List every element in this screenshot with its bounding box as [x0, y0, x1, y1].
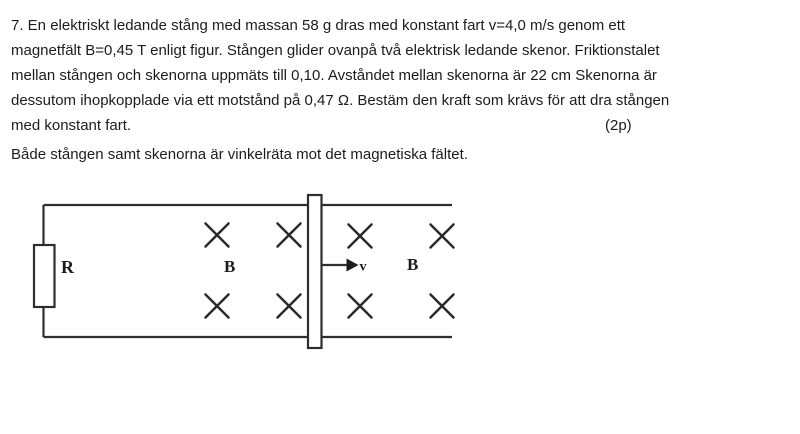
points-label: (2p) — [605, 117, 632, 134]
circuit-figure — [25, 186, 465, 360]
problem-line-1: 7. En elektriskt ledande stång med massan 58 g dras med konstant fart v=4,0 m/s genom ett — [11, 17, 626, 34]
field-into-page-icon — [431, 225, 454, 248]
field-into-page-icon — [431, 295, 454, 318]
problem-line-5-text: med konstant fart. — [11, 117, 132, 134]
field-into-page-icon — [206, 295, 229, 318]
field-label-left: B — [224, 257, 236, 276]
resistor-label: R — [61, 257, 74, 277]
figure-note: Både stången samt skenorna är vinkelräta mot det magnetiska fältet. — [11, 146, 468, 163]
problem-line-5 — [11, 113, 711, 138]
field-label-right: B — [407, 255, 419, 274]
resistor-box — [34, 245, 55, 307]
field-into-page-icon — [349, 295, 372, 318]
sliding-rod — [308, 195, 322, 348]
problem-line-4: dessutom ihopkopplade via ett motstånd på 0,47 Ω. Bestäm den kraft som krävs för att dra stången — [11, 92, 670, 109]
velocity-arrow-head-icon — [347, 259, 359, 272]
field-into-page-icon — [206, 224, 229, 247]
problem-line-2: magnetfält B=0,45 T enligt figur. Stången glider ovanpå två elektrisk ledande skenor. Friktionstalet — [11, 42, 660, 59]
velocity-label: v — [359, 259, 367, 275]
problem-line-3: mellan stången och skenorna uppmäts till 0,10. Avståndet mellan skenorna är 22 cm Skenorna är — [11, 67, 657, 84]
field-into-page-icon — [278, 295, 301, 318]
circuit-figure-svg — [25, 186, 465, 360]
field-into-page-icon — [349, 225, 372, 248]
problem-statement — [11, 13, 711, 138]
field-into-page-icon — [278, 224, 301, 247]
